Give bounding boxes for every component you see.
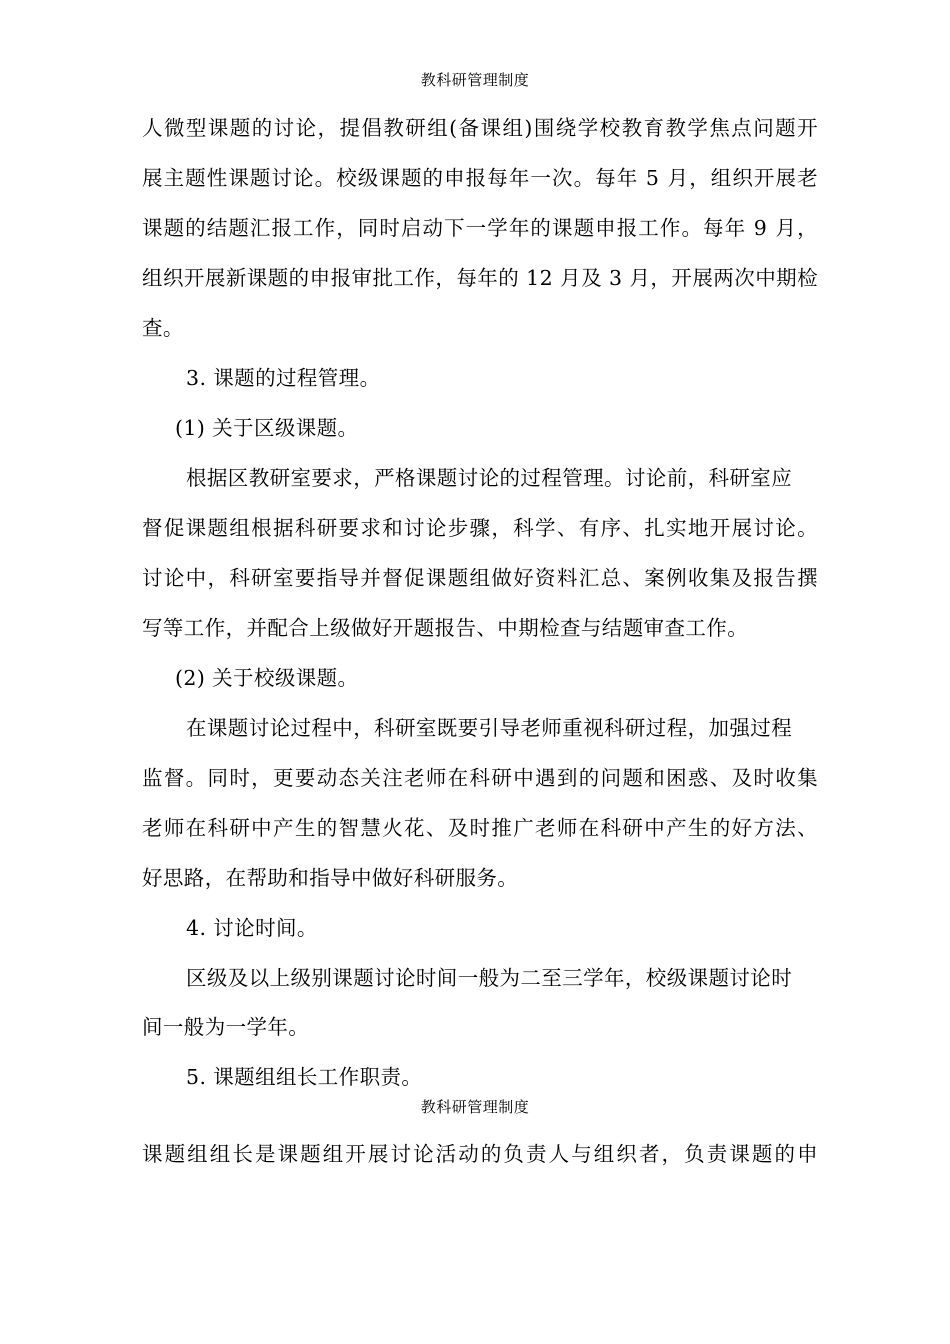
paragraph-line: 间一般为一学年。 [142, 1015, 310, 1039]
paragraph-line: 写等工作，并配合上级做好开题报告、中期检查与结题审查工作。 [142, 616, 749, 640]
paragraph-line: 课题组组长是课题组开展讨论活动的负责人与组织者，负责课题的申 [142, 1142, 820, 1166]
subsection-heading: (1) 关于区级课题。 [175, 416, 359, 440]
paragraph-line: 人微型课题的讨论，提倡教研组(备课组)围绕学校教育教学焦点问题开 [142, 116, 820, 140]
paragraph-line: 监督。同时，更要动态关注老师在科研中遇到的问题和困惑、及时收集 [142, 766, 819, 790]
paragraph-line: 根据区教研室要求，严格课题讨论的过程管理。讨论前，科研室应 [186, 466, 793, 490]
paragraph-line: 展主题性课题讨论。校级课题的申报每年一次。每年 5 月，组织开展老 [142, 166, 819, 190]
section-heading: 5. 课题组组长工作职责。 [186, 1065, 423, 1089]
paragraph-line: 区级及以上级别课题讨论时间一般为二至三学年，校级课题讨论时 [186, 966, 793, 990]
paragraph-line: 查。 [142, 316, 184, 340]
subsection-heading: (2) 关于校级课题。 [175, 666, 359, 690]
paragraph-line: 讨论中，科研室要指导并督促课题组做好资料汇总、案例收集及报告撰 [142, 566, 819, 590]
paragraph-line: 督促课题组根据科研要求和讨论步骤，科学、有序、扎实地开展讨论。 [142, 516, 819, 540]
paragraph-line: 好思路，在帮助和指导中做好科研服务。 [142, 866, 519, 890]
paragraph-line: 老师在科研中产生的智慧火花、及时推广老师在科研中产生的好方法、 [142, 816, 819, 840]
section-heading: 4. 讨论时间。 [186, 916, 318, 940]
page-header: 教科研管理制度 [420, 1098, 530, 1116]
section-heading: 3. 课题的过程管理。 [186, 366, 381, 390]
paragraph-line: 课题的结题汇报工作，同时启动下一学年的课题申报工作。每年 9 月， [142, 216, 819, 240]
paragraph-line: 组织开展新课题的申报审批工作，每年的 12 月及 3 月，开展两次中期检 [142, 266, 819, 290]
page-header: 教科研管理制度 [420, 71, 530, 89]
paragraph-line: 在课题讨论过程中，科研室既要引导老师重视科研过程，加强过程 [186, 716, 793, 740]
